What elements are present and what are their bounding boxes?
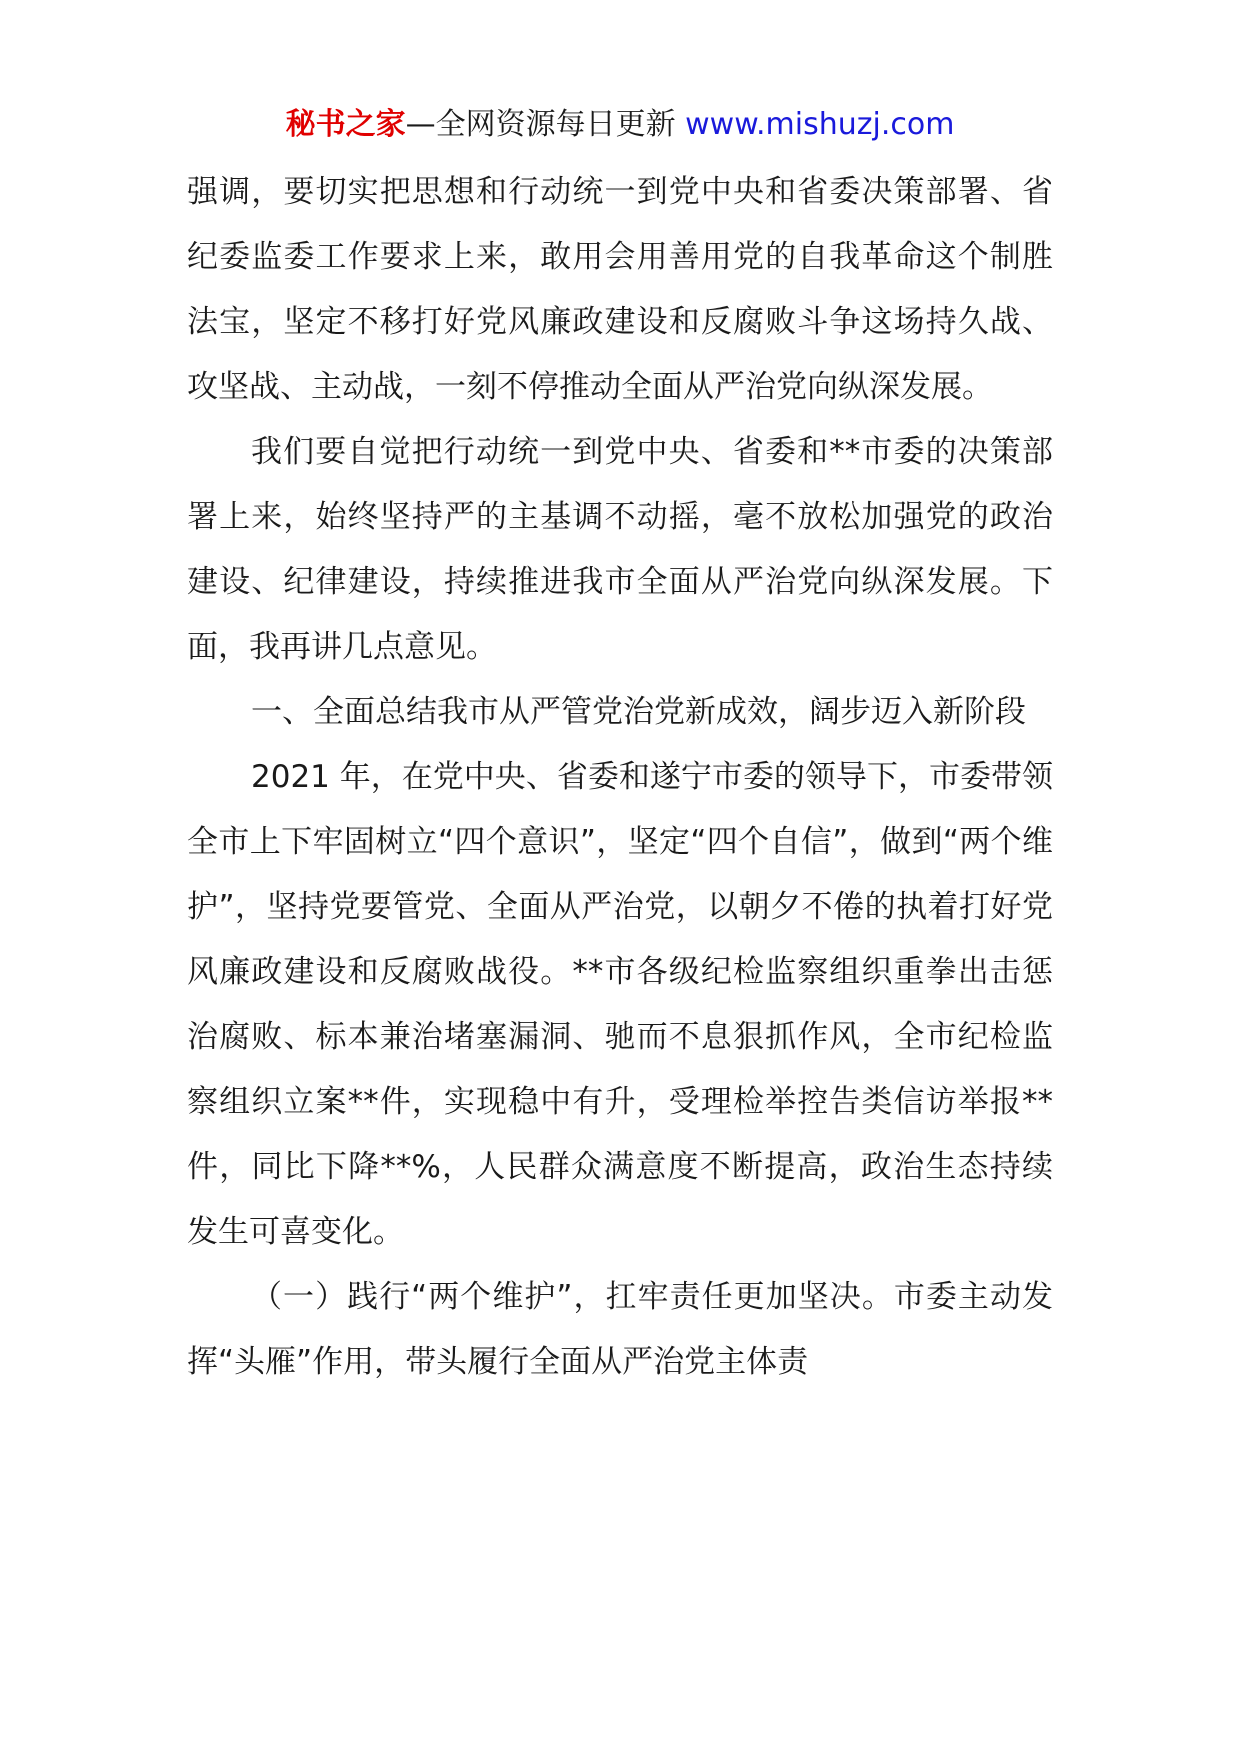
site-brand: 秘书之家 [285,107,406,142]
paragraph: 强调，要切实把思想和行动统一到党中央和省委决策部署、省纪委监委工作要求上来，敢用会用善用党的自我革命这个制胜法宝，坚定不移打好党风廉政建设和反腐败斗争这场持久战、攻坚战、主动战，一刻不停推动全面从严治党向纵深发展。 [187,174,1053,405]
page-header [0,103,1240,147]
paragraph: 我们要自觉把行动统一到党中央、省委和**市委的决策部署上来，始终坚持严的主基调不动摇，毫不放松加强党的政治建设、纪律建设，持续推进我市全面从严治党向纵深发展。下面，我再讲几点意见。 [187,434,1053,665]
paragraph: （一）践行“两个维护”，扛牢责任更加坚决。市委主动发挥“头雁”作用，带头履行全面从严治党主体责 [187,1279,1053,1380]
site-url-link[interactable]: www.mishuzj.com [685,107,955,142]
paragraph: 2021 年，在党中央、省委和遂宁市委的领导下，市委带领全市上下牢固树立“四个意识”，坚定“四个自信”，做到“两个维护”，坚持党要管党、全面从严治党，以朝夕不倦的执着打好党风廉政建设和反腐败战役。**市各级纪检监察组织重拳出击惩治腐败、标本兼治堵塞漏洞、驰而不息狠抓作风，全市纪检监察组织立案**件，实现稳中有升，受理检举控告类信访举报**件，同比下降**%，人民群众满意度不断提高，政治生态持续发生可喜变化。 [187,759,1053,1250]
document-body [187,160,1053,1395]
section-heading: 一、全面总结我市从严管党治党新成效，阔步迈入新阶段 [251,694,1026,730]
site-slogan: —全网资源每日更新 [405,107,686,142]
